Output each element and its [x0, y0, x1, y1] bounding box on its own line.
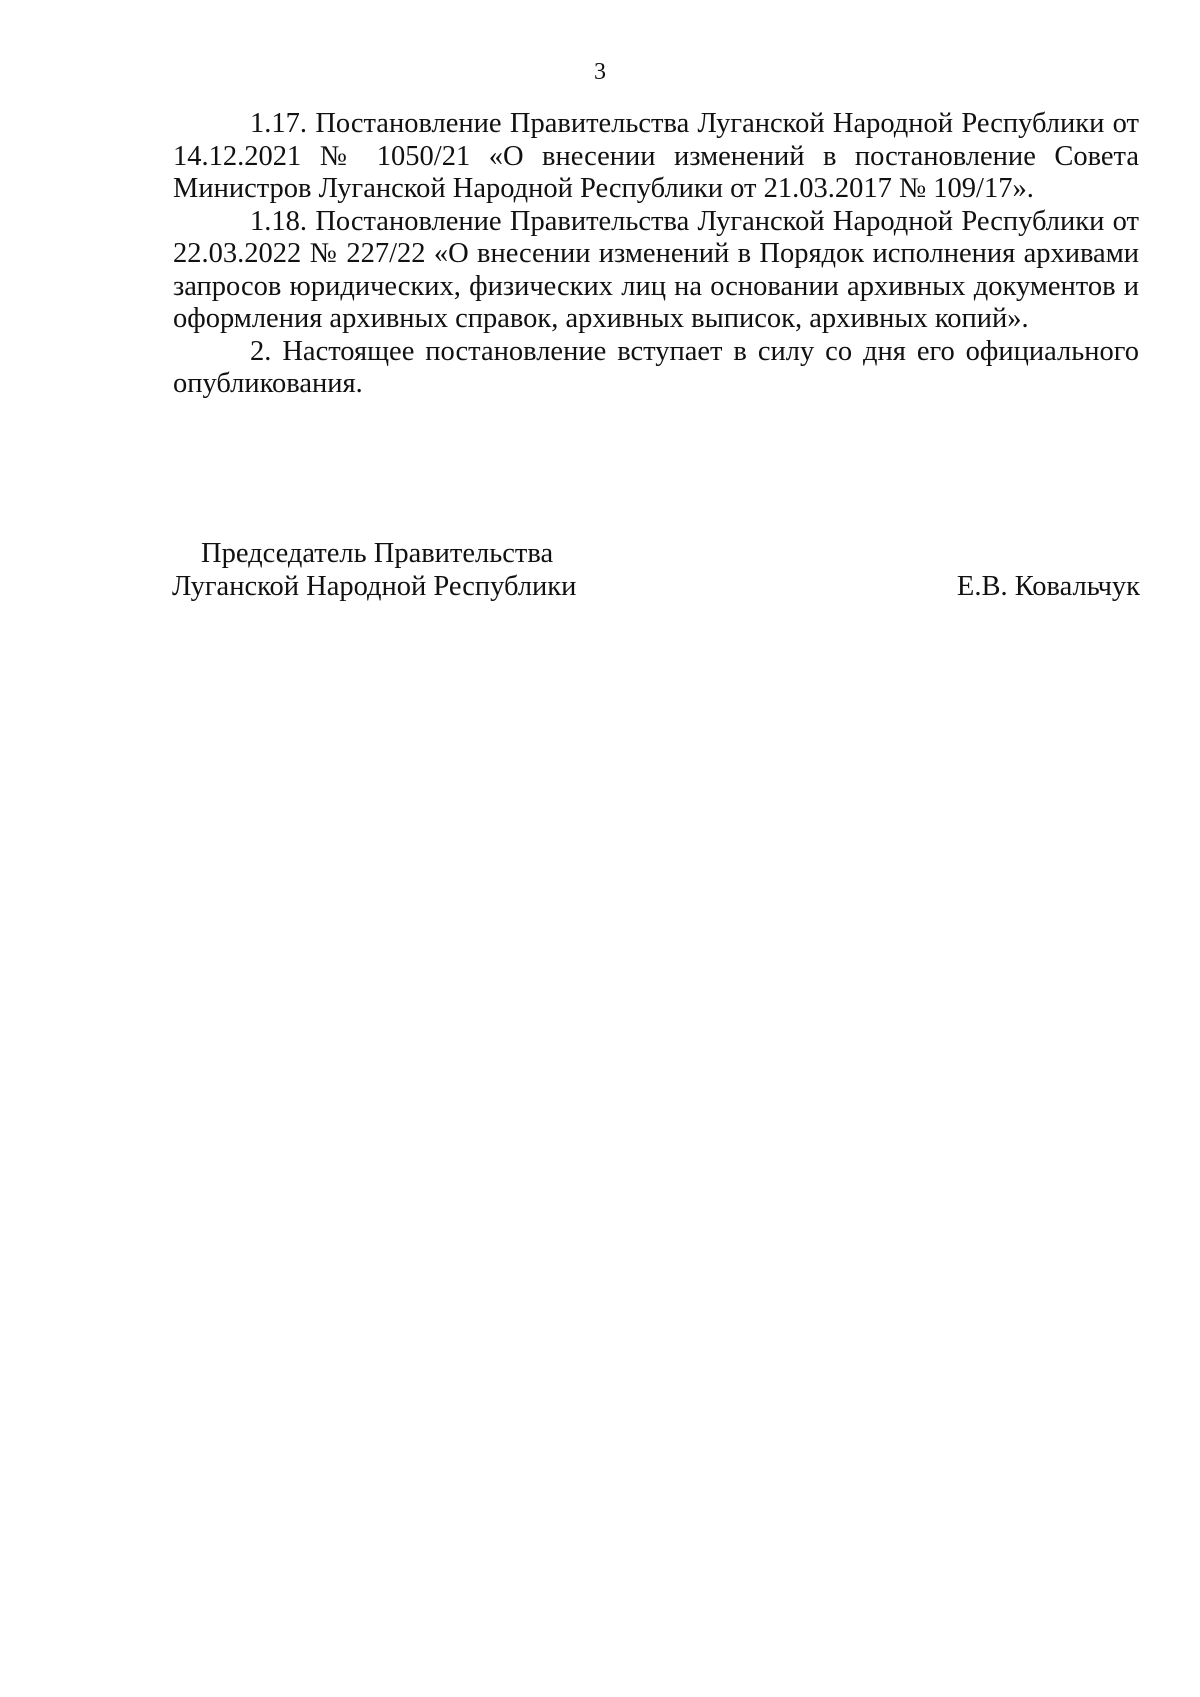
signatory-title-line-2: Луганской Народной Республики: [172, 570, 577, 602]
signatory-title-line-1: Председатель Правительства: [201, 538, 554, 569]
page-number: 3: [594, 59, 606, 85]
signatory-title: [172, 538, 732, 603]
paragraph-2: 2. Настоящее постановление вступает в силу со дня его официального опубликования.: [173, 335, 1139, 399]
document-body: [173, 108, 1139, 401]
signatory-name: Е.В. Ковальчук: [956, 570, 1140, 602]
paragraph-1-17: 1.17. Постановление Правительства Луганской Народной Республики от 14.12.2021 № 1050/21 «О внесении изменений в постановление Совета Министров Луганской Народной Республики от 21.03.2017 № 109/17».: [173, 108, 1139, 204]
paragraph-1-18: 1.18. Постановление Правительства Луганской Народной Республики от 22.03.2022 № 227/22 «О внесении изменений в Порядок исполнения архивами запросов юридических, физических лиц на основании архивных документов и оформления архивных справок, архивных выписок, архивных копий».: [173, 205, 1139, 334]
